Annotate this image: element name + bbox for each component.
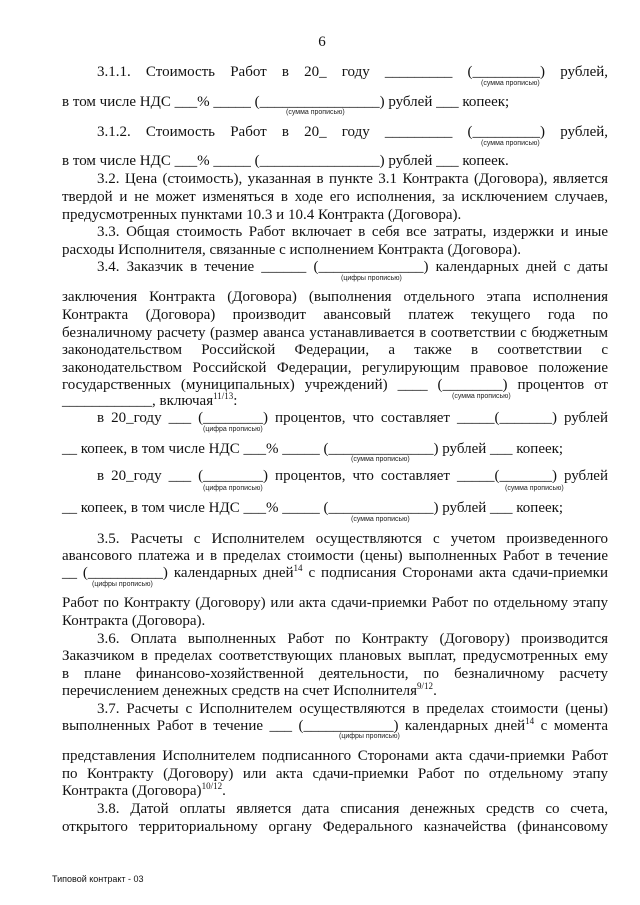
hint-percent: (цифра прописью) — [203, 485, 263, 492]
hint-digits: (цифры прописью) — [339, 733, 400, 740]
advance-year-1: в 20_году ___ (________) процентов, что составляет _____(_______) рублей — [97, 410, 608, 426]
clause-3-1-1-vat: в том числе НДС ___% _____ (________________) рублей ___ копеек; — [62, 94, 510, 110]
clause-3-4-including: ____________, включая$^{11/13}$: — [62, 391, 238, 409]
clause-3-1-2-vat: в том числе НДС ___% _____ (________________) рублей ___ копеек. — [62, 153, 509, 169]
clause-3-6-line: в плане финансово-хозяйственной деятельности, по безналичному расчету — [62, 666, 608, 682]
clause-3-6-line: Заказчиком в пределах соответствующих плановых выплат, предусмотренных ему — [62, 648, 608, 664]
clause-3-5-line: Работ по Контракту (Договору) или акта сдачи-приемки Работ по отдельному этапу — [62, 595, 608, 611]
page-number: 6 — [318, 34, 326, 50]
clause-3-4-line: государственных (муниципальных) учреждений) ____ (________) процентов от — [62, 377, 608, 393]
hint-percent: (цифра прописью) — [203, 426, 263, 433]
clause-3-7-days: выполненных Работ в течение ___ (____________) календарных дней$^{14}$ с момента — [62, 716, 609, 734]
hint-sum: (сумма прописью) — [481, 140, 540, 147]
clause-3-6: 3.6. Оплата выполненных Работ по Контракту (Договору) производится — [97, 631, 608, 647]
clause-3-2: 3.2. Цена (стоимость), указанная в пункте 3.1 Контракта (Договора), является — [97, 171, 608, 187]
advance-year-2: в 20_году ___ (________) процентов, что составляет _____(_______) рублей — [97, 468, 608, 484]
clause-3-2-line: твердой и не может изменяться в ходе его исполнения, за исключением случаев, — [62, 189, 608, 205]
clause-3-7-line: Контракта (Договора)$^{10/12}$. — [62, 781, 226, 799]
clause-3-4-line: заключения Контракта (Договора) (выполнения отдельного этапа исполнения — [62, 289, 608, 305]
clause-3-1-2: 3.1.2. Стоимость Работ в 20_ году _________ (_________) рублей, — [97, 124, 608, 140]
hint-sum: (сумма прописью) — [351, 456, 410, 463]
hint-sum: (сумма прописью) — [505, 485, 564, 492]
clause-3-5-line: авансового платежа и в пределах стоимости (цены) выполненных Работ в течение — [62, 548, 608, 564]
advance-year-2-vat: __ копеек, в том числе НДС ___% _____ (______________) рублей ___ копеек; — [62, 500, 564, 516]
clause-3-5: 3.5. Расчеты с Исполнителем осуществляются с учетом произведенного — [97, 531, 608, 547]
clause-3-6-line: перечислением денежных средств на счет Исполнителя$^{9/12}$. — [62, 681, 437, 699]
clause-3-7-line: представления Исполнителем подписанного Сторонами акта сдачи-приемки Работ — [62, 748, 608, 764]
clause-3-7: 3.7. Расчеты с Исполнителем осуществляются в пределах стоимости (цены) — [97, 701, 608, 717]
clause-3-7-line: по Контракту (Договору) или акта сдачи-приемки Работ по отдельному этапу — [62, 766, 608, 782]
footer-label: Типовой контракт - 03 — [52, 874, 144, 884]
clause-3-8: 3.8. Датой оплаты является дата списания денежных средств со счета, — [97, 801, 608, 817]
clause-3-3-line: расходы Исполнителя, связанные с исполнением Контракта (Договора). — [62, 242, 521, 258]
hint-digits: (цифры прописью) — [92, 581, 153, 588]
clause-3-4-line: безналичному расчету (размер аванса устанавливается в соответствии с бюджетным — [62, 325, 608, 341]
hint-sum: (сумма прописью) — [452, 393, 511, 400]
clause-3-1-1: 3.1.1. Стоимость Работ в 20_ году _________ (_________) рублей, — [97, 64, 608, 80]
advance-year-1-vat: __ копеек, в том числе НДС ___% _____ (______________) рублей ___ копеек; — [62, 441, 564, 457]
clause-3-4-line: законодательством Российской Федерации, регулирующим правовое положение — [62, 360, 608, 376]
clause-3-3: 3.3. Общая стоимость Работ включает в себя все затраты, издержки и иные — [97, 224, 608, 240]
hint-sum: (сумма прописью) — [481, 80, 540, 87]
clause-3-8-line: открытого территориальному органу Федерального казначейства (финансовому — [62, 819, 608, 835]
clause-3-5-days: __ (__________) календарных дней$^{14}$ с подписания Сторонами акта сдачи-приемки — [62, 563, 608, 581]
hint-sum: (сумма прописью) — [286, 109, 345, 116]
clause-3-5-line: Контракта (Договора). — [62, 613, 206, 629]
clause-3-4: 3.4. Заказчик в течение ______ (______________) календарных дней с даты — [97, 259, 608, 275]
clause-3-4-line: законодательством Российской Федерации, а также в соответствии с — [62, 342, 608, 358]
hint-digits: (цифры прописью) — [341, 275, 402, 282]
clause-3-4-line: Контракта (Договора) производит авансовый платеж текущего года по — [62, 307, 608, 323]
clause-3-2-line: предусмотренных пунктами 10.3 и 10.4 Контракта (Договора). — [62, 207, 462, 223]
hint-sum: (сумма прописью) — [351, 516, 410, 523]
